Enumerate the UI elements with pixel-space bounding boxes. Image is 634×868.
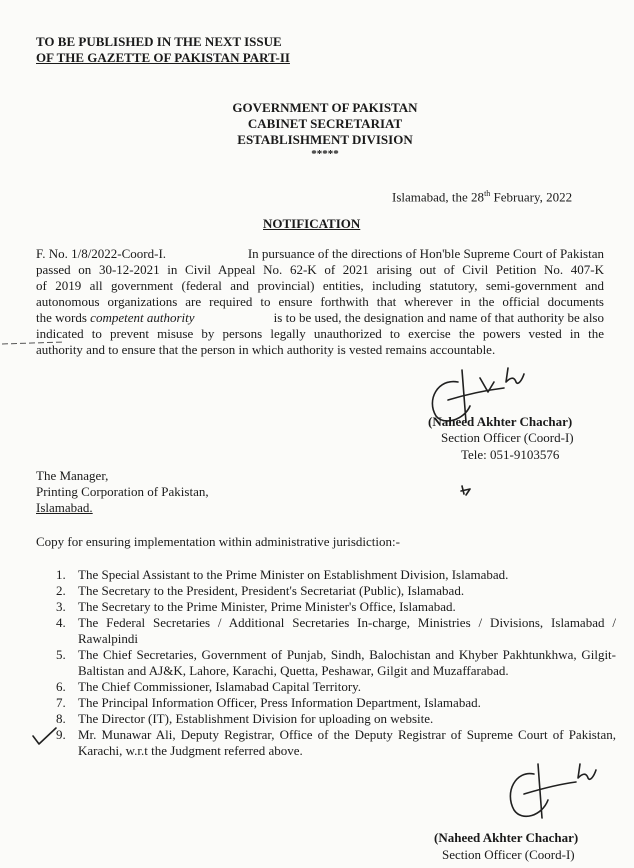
gazette-header bbox=[36, 34, 290, 66]
handwritten-signature-2 bbox=[500, 760, 620, 830]
file-number: F. No. 1/8/2022-Coord-I. bbox=[36, 246, 167, 261]
body-line-4: autonomous organizations are required to ensure forthwith that wherever in the official documents bbox=[36, 294, 604, 309]
government-stars: ***** bbox=[311, 148, 339, 160]
notification-body bbox=[36, 246, 604, 358]
list-item: 4. The Federal Secretaries / Additional Secretaries In-charge, Ministries / Divisions, Islamabad / Rawalpindi bbox=[56, 615, 616, 646]
list-item: 1. The Special Assistant to the Prime Minister on Establishment Division, Islamabad. bbox=[56, 567, 509, 582]
date-suffix: February, 2022 bbox=[490, 189, 573, 205]
government-block bbox=[200, 100, 450, 160]
pen-tick-mark bbox=[458, 484, 474, 498]
body-line-2: passed on 30-12-2021 in Civil Appeal No. 62-K of 2021 arising out of Civil Petition No. 407-K bbox=[36, 262, 604, 277]
list-item: 2. The Secretary to the President, President's Secretariat (Public), Islamabad. bbox=[56, 583, 465, 598]
margin-pen-mark bbox=[0, 338, 70, 350]
body-line-3: of 2019 all government (federal and provincial) entities, including statutory, semi-government and bbox=[36, 278, 604, 293]
government-line2: CABINET SECRETARIAT bbox=[247, 116, 403, 131]
list-item: 6. The Chief Commissioner, Islamabad Capital Territory. bbox=[56, 679, 362, 694]
signature1-tel: Tele: 051-9103576 bbox=[461, 447, 560, 462]
signature2-name: (Naheed Akhter Chachar) bbox=[434, 830, 579, 845]
notification-title: NOTIFICATION bbox=[263, 216, 361, 231]
body-line-1-text: In pursuance of the directions of Hon'ble Supreme Court of Pakistan bbox=[247, 246, 604, 261]
recipient-line2: Printing Corporation of Pakistan, bbox=[36, 484, 209, 499]
recipient-line1: The Manager, bbox=[36, 468, 109, 483]
body-line-1 bbox=[36, 246, 604, 262]
competent-authority: competent authority bbox=[90, 310, 195, 325]
signature1-title: Section Officer (Coord-I) bbox=[441, 430, 574, 445]
body-line-6: indicated to prevent misuse by persons legally unauthorized to exercise the powers vested in the bbox=[36, 326, 604, 341]
signature2-title: Section Officer (Coord-I) bbox=[442, 847, 575, 862]
body-line-7: authority and to ensure that the person in which authority is vested remains accountable. bbox=[36, 342, 496, 357]
checkmark-icon bbox=[30, 726, 60, 748]
government-line3: ESTABLISHMENT DIVISION bbox=[237, 132, 413, 147]
recipient-line3: Islamabad. bbox=[36, 500, 93, 515]
body-line-5-b: is to be used, the designation and name of that authority be also bbox=[273, 310, 604, 325]
date-prefix: Islamabad, the 28 bbox=[392, 189, 485, 205]
list-item: 7. The Principal Information Officer, Press Information Department, Islamabad. bbox=[56, 695, 481, 710]
list-item: 9. Mr. Munawar Ali, Deputy Registrar, Office of the Deputy Registrar of Supreme Court of Pakistan, Karachi, w.r.t the Judgment referred above. bbox=[56, 727, 616, 758]
list-item: 8. The Director (IT), Establishment Division for uploading on website. bbox=[56, 711, 434, 726]
government-line1: GOVERNMENT OF PAKISTAN bbox=[232, 100, 418, 115]
signature1-name: (Naheed Akhter Chachar) bbox=[428, 414, 573, 429]
copy-intro: Copy for ensuring implementation within administrative jurisdiction:- bbox=[36, 534, 400, 549]
body-line-5 bbox=[36, 310, 604, 326]
list-item: 5. The Chief Secretaries, Government of Punjab, Sindh, Balochistan and Khyber Pakhtunkhwa, Gilgit- Baltistan and AJ&K, Lahore, Karachi, Quetta, Peshawar, Gilgit and Muzaffarabad. bbox=[56, 647, 616, 678]
date-line bbox=[392, 186, 572, 205]
copy-list bbox=[56, 567, 616, 759]
recipient-block bbox=[36, 468, 209, 516]
list-item: 3. The Secretary to the Prime Minister, Prime Minister's Office, Islamabad. bbox=[56, 599, 456, 614]
gazette-header-line2: OF THE GAZETTE OF PAKISTAN PART-II bbox=[36, 50, 290, 65]
gazette-header-line1: TO BE PUBLISHED IN THE NEXT ISSUE bbox=[36, 34, 282, 49]
body-line-5-a: the words bbox=[36, 310, 87, 325]
date-sup: th bbox=[484, 189, 491, 198]
